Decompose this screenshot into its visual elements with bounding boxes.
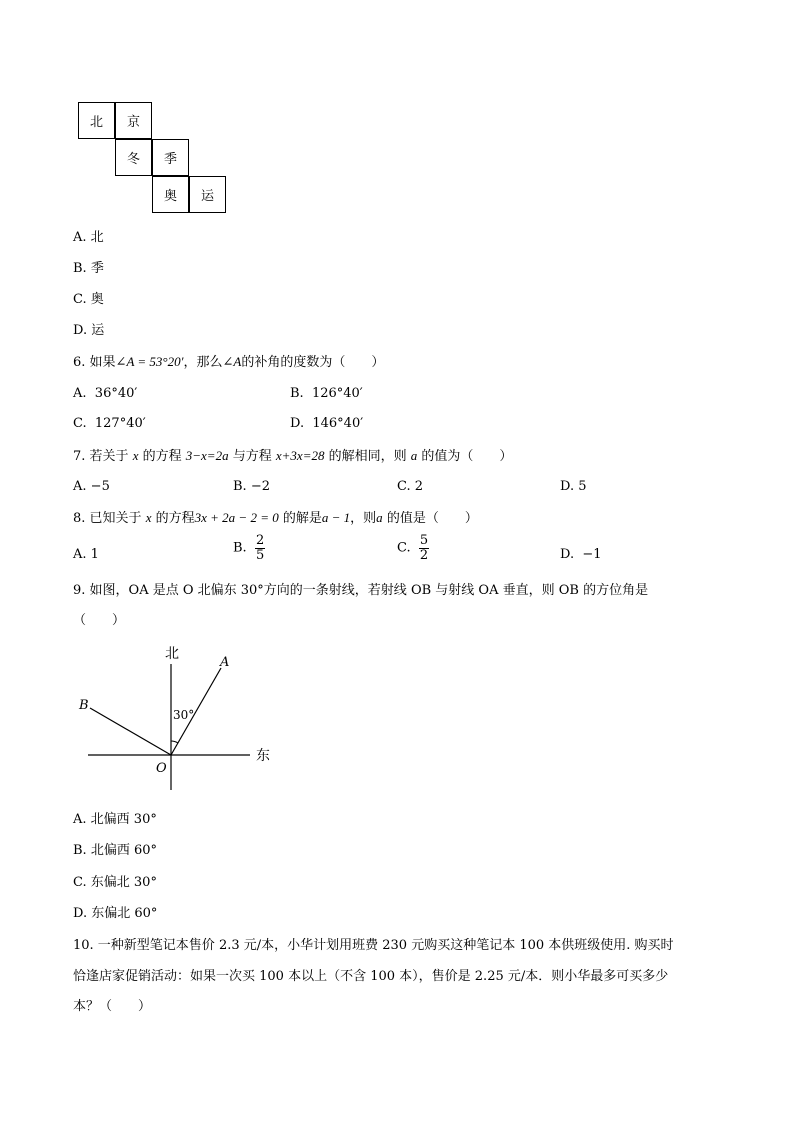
angle-label: 30° <box>173 708 195 722</box>
net-cell-6: 运 <box>189 176 226 213</box>
q7-stem <box>73 449 512 463</box>
option-label: D. <box>73 323 88 338</box>
option-text: 奥 <box>90 292 104 307</box>
q10-stem-line2: 恰逢店家促销活动：如果一次买 100 本以上（不含 100 本），售价是 2.25 元/本．则小华最多可买多少 <box>73 969 669 984</box>
option-label: C. <box>397 540 411 556</box>
q8-mid3: ，则 <box>350 511 377 526</box>
direction-figure <box>70 640 290 800</box>
option-label: A. <box>73 386 87 401</box>
q6-angle: ∠A <box>222 354 242 369</box>
option-label: C. <box>73 416 87 431</box>
q5-option-b[interactable] <box>73 262 104 275</box>
q7-prefix: 7. 若关于 <box>73 449 129 464</box>
point-o-label: O <box>156 761 167 776</box>
q7-mid3: 的解相同，则 <box>328 449 407 464</box>
q7-option-b[interactable] <box>233 480 270 493</box>
fraction <box>255 534 265 562</box>
q7-eq2: x+3x=28 <box>275 448 325 463</box>
option-label: A. <box>73 812 87 827</box>
q8-mid2: 的解是 <box>282 511 322 526</box>
fraction <box>419 534 429 562</box>
option-text: 季 <box>90 261 104 276</box>
option-label: C. <box>73 875 87 890</box>
north-label: 北 <box>165 646 179 662</box>
q7-var: x <box>132 448 139 463</box>
q8-suffix: 的值是（ ） <box>386 511 478 526</box>
option-text: 东偏北 60° <box>91 906 158 921</box>
option-text: 127°40′ <box>94 416 146 431</box>
q5-option-d[interactable] <box>73 324 104 337</box>
q8-option-a[interactable] <box>73 548 99 561</box>
q9-option-c[interactable] <box>73 876 157 889</box>
option-text: 126°40′ <box>311 386 363 401</box>
q9-option-a[interactable] <box>73 813 157 826</box>
option-text: 北偏西 30° <box>90 812 157 827</box>
q10-stem-line3: 本？（ ） <box>73 999 152 1014</box>
q8-option-b[interactable] <box>233 534 265 562</box>
q7-suffix: 的值为（ ） <box>421 449 513 464</box>
q9-stem-line1: 9. 如图，OA 是点 O 北偏东 30°方向的一条射线，若射线 OB 与射线 OA 垂直，则 OB 的方位角是 <box>73 583 649 598</box>
q8-avar: a <box>376 510 383 525</box>
q9-option-d[interactable] <box>73 907 157 920</box>
q8-stem <box>73 511 478 525</box>
option-label: D. <box>560 547 575 562</box>
option-text: 146°40′ <box>312 416 364 431</box>
fraction-denominator: 2 <box>419 547 429 563</box>
q6-suffix: 的补角的度数为（ ） <box>241 355 385 370</box>
option-text: 1 <box>90 547 99 562</box>
option-label: C. <box>73 292 87 307</box>
q8-option-c[interactable] <box>397 534 429 562</box>
fraction-numerator: 5 <box>419 533 429 548</box>
option-text: −2 <box>250 479 270 494</box>
net-cell-5: 奥 <box>152 176 189 213</box>
fraction-numerator: 2 <box>255 533 265 548</box>
angle-arc <box>171 741 178 743</box>
q8-mid1: 的方程 <box>155 511 195 526</box>
q8-eq: 3x + 2a − 2 = 0 <box>194 510 279 525</box>
q6-option-c[interactable] <box>73 417 146 430</box>
option-text: 2 <box>414 479 424 494</box>
east-label: 东 <box>256 748 270 764</box>
option-text: 北偏西 60° <box>90 843 158 858</box>
option-text: 东偏北 30° <box>90 875 157 890</box>
q7-option-a[interactable] <box>73 480 110 493</box>
option-text: 运 <box>91 323 105 338</box>
q6-prefix: 6. 如果 <box>73 355 116 370</box>
ray-ob <box>90 708 171 755</box>
q6-option-a[interactable] <box>73 387 137 400</box>
option-text: −5 <box>90 479 110 494</box>
q5-option-a[interactable] <box>73 231 104 244</box>
q7-eq1: 3−x=2a <box>185 448 229 463</box>
q6-expr: ∠A = 53°20′ <box>115 354 184 369</box>
option-label: B. <box>233 479 247 494</box>
q8-prefix: 8. 已知关于 <box>73 511 142 526</box>
q7-mid1: 的方程 <box>142 449 182 464</box>
point-b-label: B <box>79 698 89 713</box>
q10-stem-line1: 10. 一种新型笔记本售价 2.3 元/本，小华计划用班费 230 元购买这种笔记本 100 本供班级使用. 购买时 <box>73 938 674 953</box>
option-label: D. <box>560 479 575 494</box>
net-cell-4: 季 <box>152 139 189 176</box>
q8-var: x <box>145 510 152 525</box>
point-a-label: A <box>220 655 230 670</box>
q6-option-b[interactable] <box>290 387 363 400</box>
q7-avar: a <box>410 448 418 463</box>
fraction-denominator: 5 <box>255 547 265 563</box>
net-cell-2: 京 <box>115 102 152 139</box>
q7-option-c[interactable] <box>397 480 423 493</box>
q6-option-d[interactable] <box>290 417 363 430</box>
option-text: 36°40′ <box>94 386 138 401</box>
q8-option-d[interactable] <box>560 548 602 561</box>
net-cell-1: 北 <box>78 102 115 139</box>
option-label: D. <box>290 416 305 431</box>
option-label: A. <box>73 547 87 562</box>
option-label: D. <box>73 906 88 921</box>
option-label: C. <box>397 479 411 494</box>
option-label: A. <box>73 479 87 494</box>
option-text: 北 <box>90 230 104 245</box>
q9-stem-line2: （ ） <box>73 613 126 628</box>
q9-option-b[interactable] <box>73 844 157 857</box>
option-label: B. <box>233 540 247 556</box>
q5-option-c[interactable] <box>73 293 104 306</box>
net-cell-3: 冬 <box>115 139 152 176</box>
q7-option-d[interactable] <box>560 480 587 493</box>
option-label: B. <box>73 843 87 858</box>
option-label: B. <box>290 386 304 401</box>
option-text: −1 <box>582 547 602 562</box>
q6-stem <box>73 355 384 369</box>
q7-mid2: 与方程 <box>232 449 272 464</box>
option-label: A. <box>73 230 87 245</box>
option-text: 5 <box>578 479 587 494</box>
q6-mid: ，那么 <box>183 355 223 370</box>
q8-sol: a − 1 <box>321 510 351 525</box>
option-label: B. <box>73 261 87 276</box>
